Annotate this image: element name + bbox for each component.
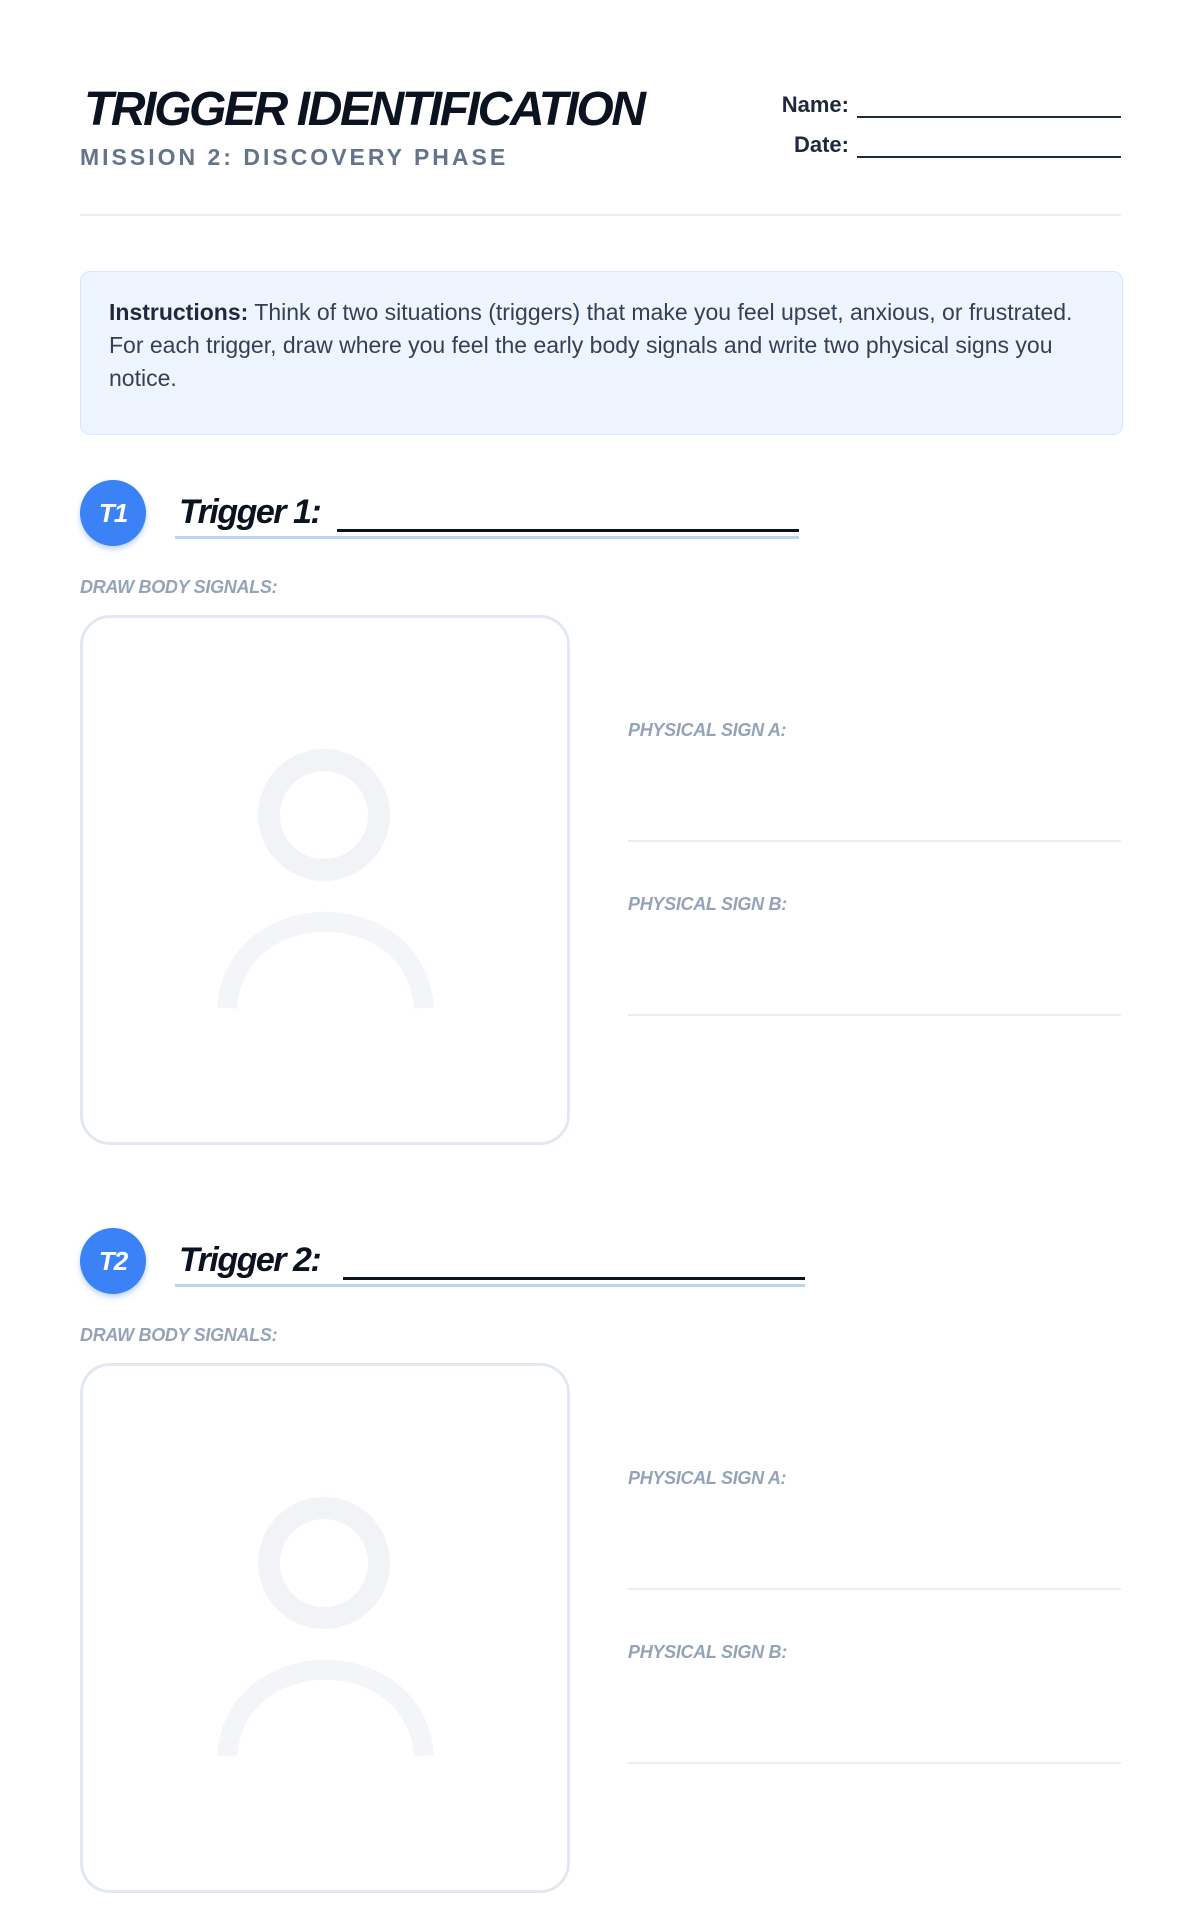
physical-sign-b-label: PHYSICAL SIGN B:	[628, 894, 787, 914]
physical-sign-a-label: PHYSICAL SIGN A:	[628, 1468, 787, 1488]
physical-sign-b-field[interactable]	[628, 894, 1121, 1016]
body-outline-icon	[83, 1366, 573, 1896]
instructions-lead: Instructions:	[109, 299, 249, 325]
trigger-section-2	[80, 1228, 1121, 1918]
page-subtitle: MISSION 2: DISCOVERY PHASE	[80, 144, 509, 170]
name-field[interactable]	[782, 92, 1121, 118]
trigger-section-1	[80, 480, 1121, 1170]
trigger-blank-line[interactable]	[337, 529, 799, 532]
page-title: TRIGGER IDENTIFICATION	[84, 83, 644, 136]
physical-sign-a-field[interactable]	[628, 1468, 1121, 1590]
trigger-label: Trigger 1:	[179, 493, 321, 531]
physical-sign-a-field[interactable]	[628, 720, 1121, 842]
physical-sign-b-label: PHYSICAL SIGN B:	[628, 1642, 787, 1662]
trigger-title-field[interactable]	[175, 488, 799, 539]
body-drawing-area[interactable]	[80, 615, 570, 1145]
date-label: Date:	[793, 132, 849, 157]
trigger-badge: T2	[80, 1228, 146, 1294]
name-blank-line[interactable]	[857, 98, 1121, 118]
body-drawing-area[interactable]	[80, 1363, 570, 1893]
trigger-title-field[interactable]	[175, 1236, 805, 1287]
physical-sign-b-field[interactable]	[628, 1642, 1121, 1764]
physical-sign-a-label: PHYSICAL SIGN A:	[628, 720, 787, 740]
instructions-box	[80, 271, 1123, 435]
trigger-badge: T1	[80, 480, 146, 546]
draw-body-signals-label: DRAW BODY SIGNALS:	[80, 577, 278, 597]
draw-body-signals-label: DRAW BODY SIGNALS:	[80, 1325, 278, 1345]
header-divider	[80, 214, 1121, 216]
date-blank-line[interactable]	[857, 138, 1121, 158]
trigger-blank-line[interactable]	[343, 1277, 805, 1280]
body-outline-icon	[83, 618, 573, 1148]
worksheet-header	[80, 80, 1121, 216]
date-field[interactable]	[794, 132, 1121, 158]
trigger-label: Trigger 2:	[179, 1241, 321, 1279]
instructions-text: Think of two situations (triggers) that make you feel upset, anxious, or frustrated. For each trigger, draw where you feel the early body signals and write two physical signs you notice.	[109, 299, 1073, 391]
name-label: Name:	[781, 92, 849, 117]
